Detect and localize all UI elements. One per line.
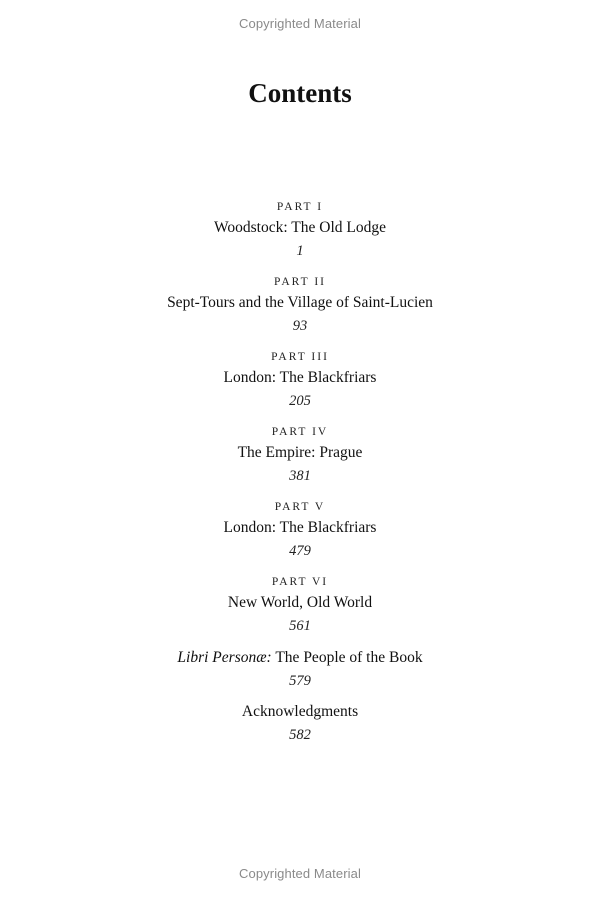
entry-title-italic: Libri Personæ: (177, 649, 272, 666)
part-title: The Empire: Prague (237, 444, 363, 461)
toc-entry-part-3[interactable] (0, 350, 600, 410)
toc-entry-part-5[interactable] (0, 500, 600, 560)
toc-entry-libri-personae[interactable] (0, 644, 600, 690)
page-number: 1 (296, 243, 304, 259)
part-title: London: The Blackfriars (223, 519, 377, 536)
part-title: Sept-Tours and the Village of Saint-Lucien (167, 294, 433, 311)
page-number: 561 (289, 618, 311, 634)
page-number: 205 (289, 393, 311, 409)
toc-entry-part-1[interactable] (0, 200, 600, 260)
entry-title: Acknowledgments (241, 703, 359, 720)
copyright-watermark-top: Copyrighted Material (239, 16, 361, 31)
page-number: 381 (289, 468, 311, 484)
page-number: 582 (289, 727, 311, 743)
toc-entry-part-6[interactable] (0, 575, 600, 635)
page-number: 93 (292, 318, 308, 334)
part-label: PART I (276, 201, 324, 213)
toc-entry-part-4[interactable] (0, 425, 600, 485)
toc-entry-acknowledgments[interactable] (0, 698, 600, 744)
page-title: Contents (248, 78, 352, 108)
part-label: PART VI (271, 576, 329, 588)
toc-entry-part-2[interactable] (0, 275, 600, 335)
part-label: PART IV (271, 426, 329, 438)
part-title: London: The Blackfriars (223, 369, 377, 386)
part-label: PART II (274, 276, 326, 288)
part-title: New World, Old World (227, 594, 373, 611)
page-number: 579 (289, 673, 311, 689)
part-label: PART III (271, 351, 329, 363)
part-title: Woodstock: The Old Lodge (214, 219, 386, 236)
entry-title-text: The People of the Book (275, 649, 423, 666)
entry-title (0, 648, 600, 668)
part-label: PART V (274, 501, 326, 513)
page-number: 479 (289, 543, 311, 559)
copyright-watermark-bottom: Copyrighted Material (239, 866, 361, 881)
